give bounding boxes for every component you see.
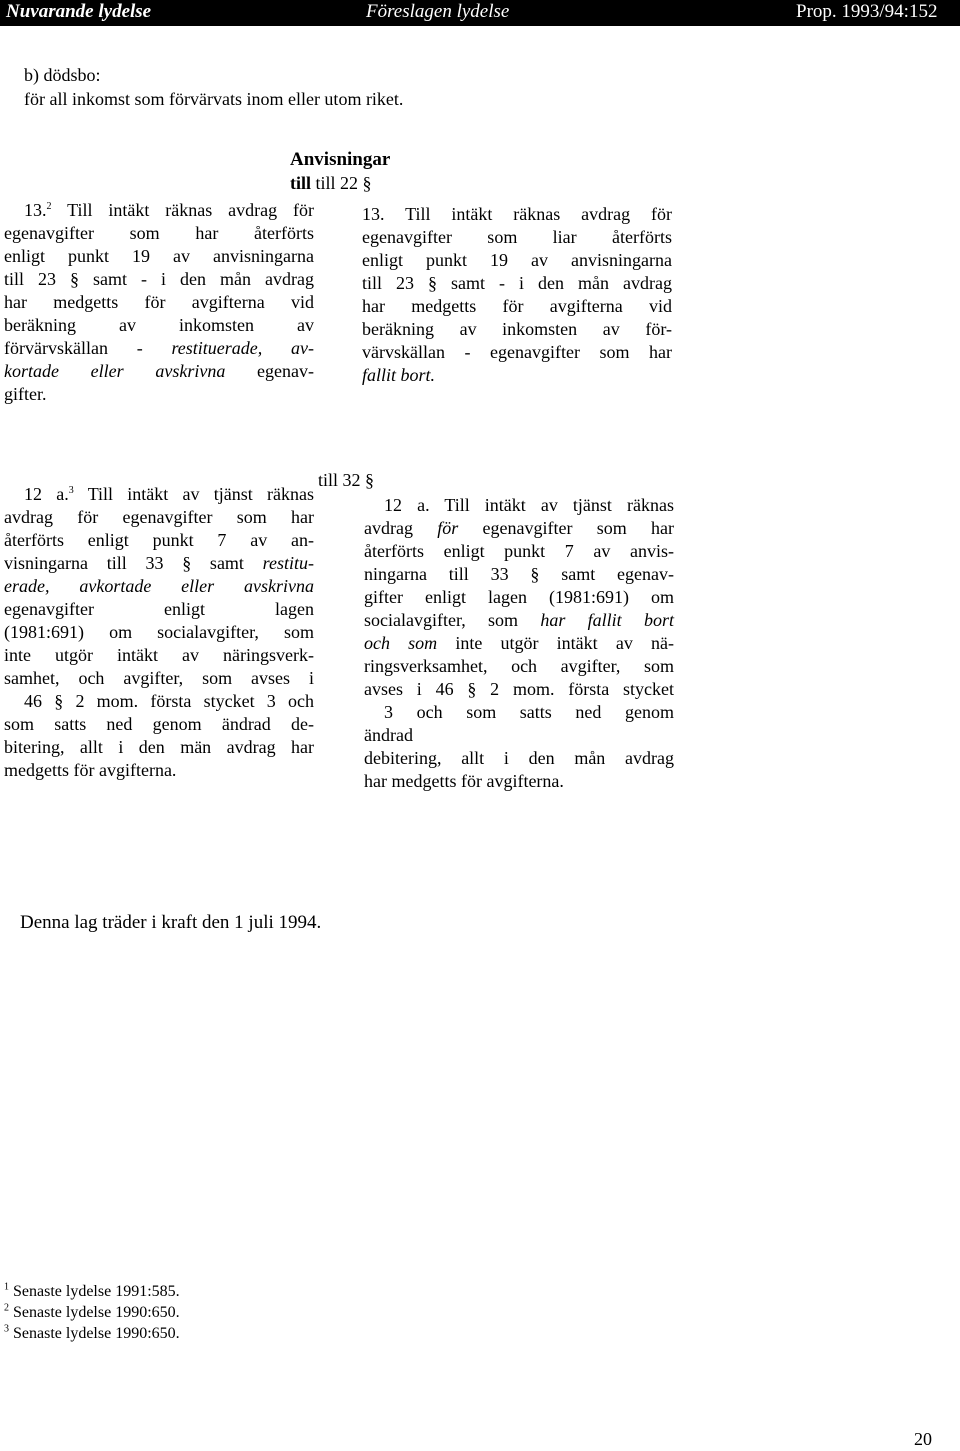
section-subheading-text: till 22 § <box>315 173 372 193</box>
text-line: som satts ned genom ändrad de- <box>4 714 314 734</box>
text-line: inte utgör intäkt av näringsverk- <box>4 645 314 665</box>
text-line: (1981:691) om socialavgifter, som <box>4 622 314 642</box>
text-line: 3 och som satts ned genom <box>384 702 674 722</box>
header-current-version: Nuvarande lydelse <box>6 1 152 22</box>
text-line: återförts enligt punkt 7 av anvis- <box>364 541 674 561</box>
text-line: ringsverksamhet, och avgifter, som <box>364 656 674 676</box>
text-line: har medgetts för avgifterna vid <box>362 296 672 316</box>
text-line: ändrad <box>364 725 413 745</box>
paragraph-12a-proposed <box>364 494 674 793</box>
text-line: enligt punkt 19 av anvisningarna <box>362 250 672 270</box>
text-line: visningarna till 33 § samt restitu- <box>4 553 314 573</box>
text-line: egenavgifter som liar återförts <box>362 227 672 247</box>
paragraph-12a-current <box>4 483 314 782</box>
text-line: avdrag för egenavgifter som har <box>364 518 674 538</box>
header-proposed-version: Föreslagen lydelse <box>366 1 510 22</box>
text-line: egenavgifter som har återförts <box>4 223 314 243</box>
text-line: beräkning av inkomsten av <box>4 315 314 335</box>
footnote: $^1$ Senaste lydelse 1991:585. <box>4 1281 180 1300</box>
text-line: fallit bort. <box>362 365 436 385</box>
text-line: och som inte utgör intäkt av nä- <box>364 633 674 653</box>
text-line: bitering, allt i den män avdrag har <box>4 737 314 757</box>
text-line: erade, avkortade eller avskrivna <box>4 576 314 596</box>
text-line: gifter. <box>4 384 47 404</box>
text-line: förvärvskällan - restituerade, av- <box>4 338 314 358</box>
text-line: ningarna till 33 § samt egenav- <box>364 564 674 584</box>
text-line: medgetts för avgifterna. <box>4 760 177 780</box>
footnote: $^3$ Senaste lydelse 1990:650. <box>4 1323 180 1342</box>
text-line: samhet, och avgifter, som avses i <box>4 668 314 688</box>
text-line: 46 § 2 mom. första stycket 3 och <box>24 691 314 711</box>
section-subheading: till till 22 § <box>290 173 372 193</box>
text-line: socialavgifter, som har fallit bort <box>364 610 674 630</box>
enactment-statement: Denna lag träder i kraft den 1 juli 1994. <box>20 912 322 933</box>
text-line: kortade eller avskrivna egenav- <box>4 361 314 381</box>
text-line: 13.$^2$ Till intäkt räknas avdrag för <box>24 200 314 220</box>
footnote: $^2$ Senaste lydelse 1990:650. <box>4 1302 180 1321</box>
text-line: gifter enligt lagen (1981:691) om <box>364 587 674 607</box>
text-line: har medgetts för avgifterna. <box>364 771 564 791</box>
page-number: 20 <box>914 1429 932 1449</box>
page-header <box>0 0 960 26</box>
text-line: debitering, allt i den mån avdrag <box>364 748 674 768</box>
text-line: 12 a. Till intäkt av tjänst räknas <box>384 495 674 515</box>
text-line: avdrag för egenavgifter som har <box>4 507 314 527</box>
text-line: återförts enligt punkt 7 av an- <box>4 530 314 550</box>
text-line: har medgetts för avgifterna vid <box>4 292 314 312</box>
header-prop-number: Prop. 1993/94:152 <box>796 1 938 22</box>
paragraph-13-proposed <box>362 203 672 387</box>
text-line: enligt punkt 19 av anvisningarna <box>4 246 314 266</box>
text-line: 13. Till intäkt räknas avdrag för <box>362 204 672 224</box>
text-line: 12 a.$^3$ Till intäkt av tjänst räknas <box>24 484 314 504</box>
intro-line-1: b) dödsbo: <box>24 65 101 85</box>
text-line: till 23 § samt - i den mån avdrag <box>362 273 672 293</box>
text-line: beräkning av inkomsten av för- <box>362 319 672 339</box>
section-reference: till 32 § <box>318 470 375 490</box>
text-line: till 23 § samt - i den mån avdrag <box>4 269 314 289</box>
paragraph-13-current <box>4 199 314 406</box>
text-line: värvskällan - egenavgifter som har <box>362 342 672 362</box>
text-line: avses i 46 § 2 mom. första stycket <box>364 679 674 699</box>
intro-line-2: för all inkomst som förvärvats inom eller utom riket. <box>24 89 404 109</box>
section-heading: Anvisningar <box>290 149 391 170</box>
text-line: egenavgifter enligt lagen <box>4 599 314 619</box>
